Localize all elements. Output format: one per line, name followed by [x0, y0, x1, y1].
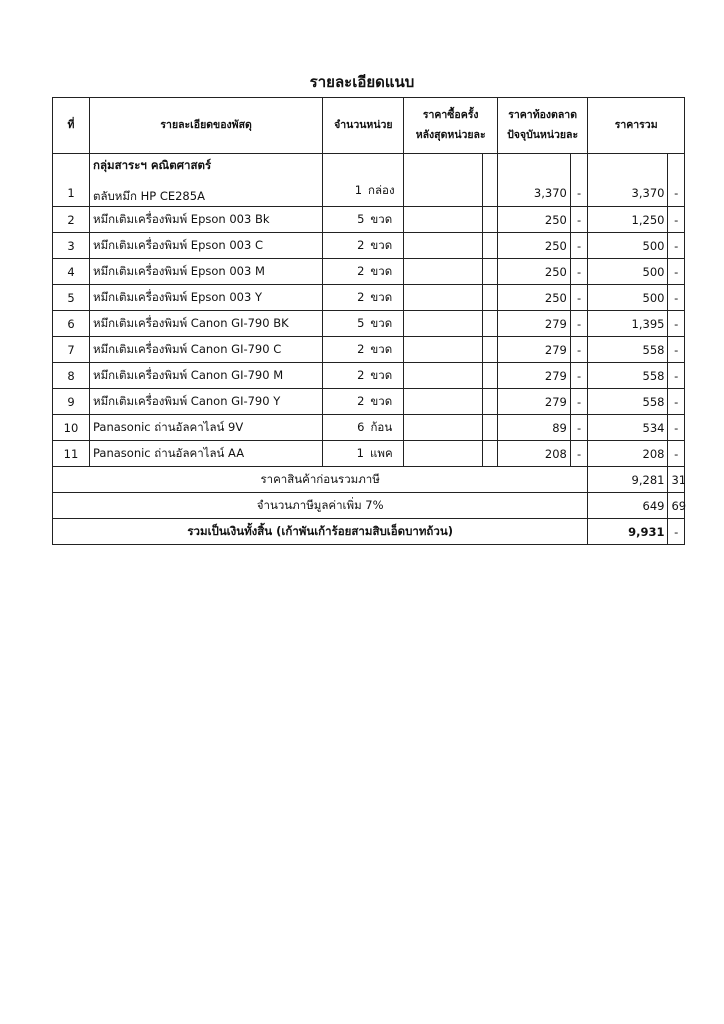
- header-total: ราคารวม: [588, 98, 685, 154]
- row-total-sub: -: [668, 337, 685, 363]
- header-last-price: [404, 98, 498, 154]
- row-market-price: 250: [497, 285, 570, 311]
- row-last-price-sub: [482, 337, 497, 363]
- row-total: 558: [588, 363, 668, 389]
- row-last-price: [404, 259, 482, 285]
- group-label: กลุ่มสาระฯ คณิตศาสตร์: [92, 158, 212, 172]
- row-market-price: 279: [497, 389, 570, 415]
- row-qty-unit: ขวด: [370, 315, 393, 330]
- row-total: 500: [588, 285, 668, 311]
- table-row: [53, 311, 685, 337]
- row-last-price: [404, 415, 482, 441]
- subtotal-value: 9,281: [588, 467, 668, 493]
- table-row: [53, 154, 685, 207]
- row-no: 4: [53, 259, 90, 285]
- row-no: 10: [53, 415, 90, 441]
- row-quantity: [323, 285, 404, 311]
- vat-label: จำนวนภาษีมูลค่าเพิ่ม 7%: [53, 493, 588, 519]
- row-last-price-sub: [482, 363, 497, 389]
- row-market-price: 250: [497, 233, 570, 259]
- row-no: 2: [53, 207, 90, 233]
- row-qty-number: 1: [356, 445, 364, 460]
- row-total-sub: -: [668, 285, 685, 311]
- row-description: หมึกเติมเครื่องพิมพ์ Epson 003 Bk: [89, 207, 322, 233]
- row-total: 534: [588, 415, 668, 441]
- row-last-price: [404, 154, 482, 207]
- row-qty-number: 5: [357, 211, 365, 226]
- row-quantity: [323, 154, 404, 207]
- row-quantity: [323, 207, 404, 233]
- header-market-price-line2: ปัจจุบันหน่วยละ: [507, 128, 579, 141]
- row-market-price-sub: -: [570, 285, 587, 311]
- row-market-price-sub: -: [570, 259, 587, 285]
- table-header-row: [53, 98, 685, 154]
- row-qty-number: 1: [354, 183, 363, 197]
- row-total-sub: -: [668, 233, 685, 259]
- row-market-price-sub: -: [570, 415, 587, 441]
- table-row: [53, 337, 685, 363]
- row-total-sub: -: [668, 415, 685, 441]
- row-qty-number: 5: [357, 315, 365, 330]
- row-last-price: [404, 441, 482, 467]
- row-qty-number: 2: [357, 263, 365, 278]
- row-description: หมึกเติมเครื่องพิมพ์ Epson 003 M: [89, 259, 322, 285]
- table-row: [53, 415, 685, 441]
- row-market-price: 250: [497, 207, 570, 233]
- row-last-price-sub: [482, 311, 497, 337]
- row-market-price: 208: [497, 441, 570, 467]
- row-qty-unit: ขวด: [370, 341, 393, 356]
- vat-sub: 69: [668, 493, 685, 519]
- header-last-price-line1: ราคาซื้อครั้ง: [422, 108, 479, 121]
- row-total: 1,395: [588, 311, 668, 337]
- row-last-price-sub: [482, 154, 497, 207]
- row-total-sub: -: [668, 363, 685, 389]
- row-qty-unit: ขวด: [370, 211, 393, 226]
- row-description: หมึกเติมเครื่องพิมพ์ Canon GI-790 C: [89, 337, 322, 363]
- document-title: รายละเอียดแนบ: [309, 73, 415, 91]
- header-last-price-line2: หลังสุดหน่วยละ: [415, 128, 486, 141]
- table-row: [53, 233, 685, 259]
- row-no: 3: [53, 233, 90, 259]
- row-no: 9: [53, 389, 90, 415]
- row-last-price-sub: [482, 415, 497, 441]
- row-market-price: 279: [497, 363, 570, 389]
- row-description: หมึกเติมเครื่องพิมพ์ Epson 003 Y: [89, 285, 322, 311]
- row-qty-unit: ขวด: [370, 237, 393, 252]
- row-market-price: 3,370: [497, 154, 570, 207]
- table-row: [53, 389, 685, 415]
- grand-total-sub: -: [668, 519, 685, 545]
- row-qty-number: 2: [357, 341, 365, 356]
- row-quantity: [323, 311, 404, 337]
- row-total: 3,370: [588, 154, 668, 207]
- row-quantity: [323, 441, 404, 467]
- row-market-price-sub: -: [570, 389, 587, 415]
- vat-row: [53, 493, 685, 519]
- row-market-price-sub: -: [570, 311, 587, 337]
- table-row: [53, 285, 685, 311]
- row-quantity: [323, 363, 404, 389]
- vat-value: 649: [588, 493, 668, 519]
- header-quantity: จำนวนหน่วย: [323, 98, 404, 154]
- row-last-price-sub: [482, 441, 497, 467]
- row-total-sub: -: [668, 154, 685, 207]
- row-total: 1,250: [588, 207, 668, 233]
- grand-total-label: รวมเป็นเงินทั้งสิ้น (เก้าพันเก้าร้อยสามสิบเอ็ดบาทถ้วน): [53, 519, 588, 545]
- row-total-sub: -: [668, 207, 685, 233]
- row-market-price-sub: -: [570, 207, 587, 233]
- row-qty-number: 2: [357, 367, 365, 382]
- row-market-price-sub: -: [570, 233, 587, 259]
- row-market-price: 89: [497, 415, 570, 441]
- table-row: [53, 259, 685, 285]
- row-total: 558: [588, 389, 668, 415]
- row-no: 8: [53, 363, 90, 389]
- row-description: หมึกเติมเครื่องพิมพ์ Canon GI-790 M: [89, 363, 322, 389]
- grand-total-row: [53, 519, 685, 545]
- subtotal-row: [53, 467, 685, 493]
- row-market-price: 250: [497, 259, 570, 285]
- row-no: 6: [53, 311, 90, 337]
- row-total: 500: [588, 259, 668, 285]
- row-no: 11: [53, 441, 90, 467]
- row-qty-unit: ก้อน: [370, 419, 393, 434]
- row-market-price: 279: [497, 311, 570, 337]
- row-market-price-sub: -: [570, 363, 587, 389]
- row-qty-unit: ขวด: [370, 289, 393, 304]
- row-last-price: [404, 233, 482, 259]
- row-no: 7: [53, 337, 90, 363]
- row-no: 5: [53, 285, 90, 311]
- table-row: [53, 441, 685, 467]
- row-total: 558: [588, 337, 668, 363]
- row-qty-unit: แพค: [369, 445, 393, 460]
- row-market-price: 279: [497, 337, 570, 363]
- subtotal-label: ราคาสินค้าก่อนรวมภาษี: [53, 467, 588, 493]
- grand-total-value: 9,931: [588, 519, 668, 545]
- table-row: [53, 207, 685, 233]
- row-total-sub: -: [668, 311, 685, 337]
- row-last-price-sub: [482, 389, 497, 415]
- row-description-text: ตลับหมึก HP CE285A: [92, 189, 205, 203]
- row-total: 208: [588, 441, 668, 467]
- row-description: [89, 154, 322, 207]
- row-description: หมึกเติมเครื่องพิมพ์ Epson 003 C: [89, 233, 322, 259]
- row-total-sub: -: [668, 441, 685, 467]
- row-qty-number: 2: [357, 289, 365, 304]
- row-quantity: [323, 233, 404, 259]
- row-description: Panasonic ถ่านอัลคาไลน์ AA: [89, 441, 322, 467]
- row-market-price-sub: -: [570, 441, 587, 467]
- row-total-sub: -: [668, 259, 685, 285]
- row-last-price: [404, 363, 482, 389]
- row-quantity: [323, 415, 404, 441]
- row-quantity: [323, 389, 404, 415]
- row-last-price: [404, 389, 482, 415]
- row-qty-unit: กล่อง: [368, 183, 395, 197]
- table-body: [53, 154, 685, 467]
- row-last-price: [404, 285, 482, 311]
- row-qty-number: 2: [357, 393, 365, 408]
- row-last-price: [404, 207, 482, 233]
- row-description: Panasonic ถ่านอัลคาไลน์ 9V: [89, 415, 322, 441]
- table-row: [53, 363, 685, 389]
- header-market-price: [497, 98, 587, 154]
- row-quantity: [323, 259, 404, 285]
- row-qty-number: 6: [357, 419, 365, 434]
- row-last-price-sub: [482, 233, 497, 259]
- row-market-price-sub: -: [570, 154, 587, 207]
- row-last-price-sub: [482, 259, 497, 285]
- row-last-price: [404, 337, 482, 363]
- header-no: ที่: [53, 98, 90, 154]
- row-qty-unit: ขวด: [370, 393, 393, 408]
- row-last-price-sub: [482, 207, 497, 233]
- row-quantity: [323, 337, 404, 363]
- header-market-price-line1: ราคาท้องตลาด: [508, 108, 578, 121]
- row-total-sub: -: [668, 389, 685, 415]
- row-qty-unit: ขวด: [370, 263, 393, 278]
- subtotal-sub: 31: [668, 467, 685, 493]
- row-qty-unit: ขวด: [370, 367, 393, 382]
- row-last-price-sub: [482, 285, 497, 311]
- row-last-price: [404, 311, 482, 337]
- items-table: [52, 97, 685, 545]
- row-no: 1: [53, 154, 90, 207]
- header-description: รายละเอียดของพัสดุ: [89, 98, 322, 154]
- row-qty-number: 2: [357, 237, 365, 252]
- row-market-price-sub: -: [570, 337, 587, 363]
- row-description: หมึกเติมเครื่องพิมพ์ Canon GI-790 BK: [89, 311, 322, 337]
- row-total: 500: [588, 233, 668, 259]
- row-description: หมึกเติมเครื่องพิมพ์ Canon GI-790 Y: [89, 389, 322, 415]
